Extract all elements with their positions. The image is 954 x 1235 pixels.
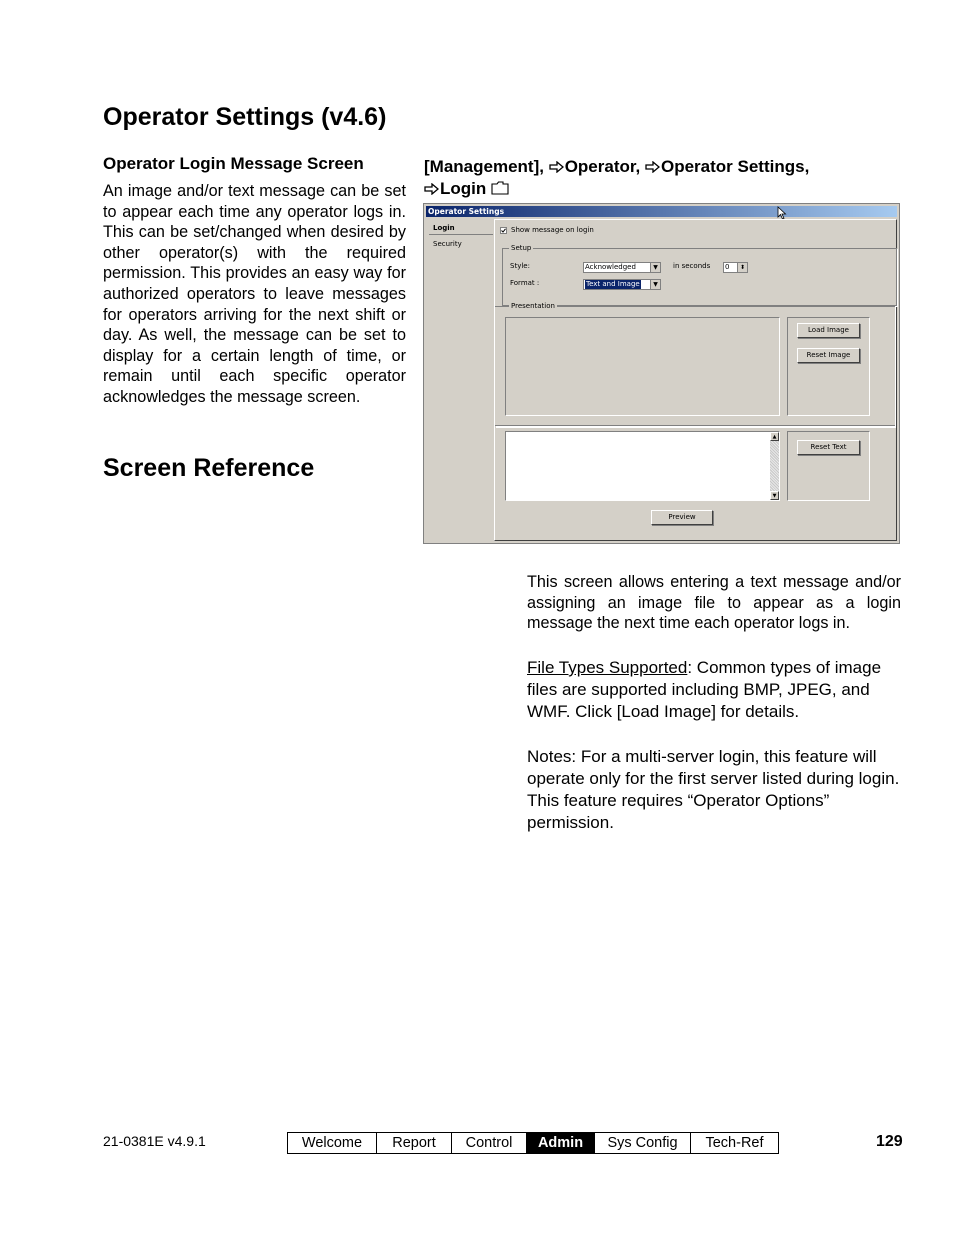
footer-nav-admin[interactable]: Admin bbox=[527, 1133, 595, 1153]
footer-nav-report[interactable]: Report bbox=[377, 1133, 452, 1153]
file-types-text: : Common types of image files are supported including BMP, JPEG, and WMF. Click [Load Image] for details. bbox=[527, 658, 882, 721]
seconds-spinner[interactable] bbox=[723, 262, 748, 273]
format-dropdown[interactable] bbox=[583, 279, 661, 290]
style-label: Style: bbox=[510, 262, 530, 270]
chevron-down-icon[interactable]: ▼ bbox=[650, 263, 660, 272]
file-types-label: File Types Supported bbox=[527, 658, 688, 677]
show-message-checkbox[interactable] bbox=[500, 227, 507, 234]
navigation-path bbox=[424, 156, 864, 200]
nav-path-operator: Operator, bbox=[564, 157, 645, 176]
footer-nav-control[interactable]: Control bbox=[452, 1133, 527, 1153]
mouse-cursor-icon bbox=[777, 206, 787, 220]
format-label: Format : bbox=[510, 279, 540, 287]
settings-tab-list bbox=[427, 219, 495, 541]
image-preview-area[interactable] bbox=[505, 317, 780, 416]
nav-path-login: Login bbox=[440, 179, 487, 198]
reset-image-button[interactable]: Reset Image bbox=[797, 348, 860, 363]
intro-paragraph: An image and/or text message can be set to appear each time any operator logs in. This can be set/changed when desired by other operator(s) with the required permission. This provides an easy way for authorized operators to leave messages for operators arriving for the next shift or day. As well, the message can be set to display for a certain length of time, or remain until each specific operator acknowledges the message screen. bbox=[103, 182, 406, 406]
seconds-label: in seconds bbox=[673, 262, 711, 270]
chevron-down-icon[interactable]: ▼ bbox=[650, 280, 660, 289]
file-types-paragraph bbox=[527, 657, 907, 723]
preview-button[interactable]: Preview bbox=[651, 510, 713, 525]
scroll-up-icon[interactable]: ▲ bbox=[770, 432, 779, 441]
page-number: 129 bbox=[876, 1133, 903, 1150]
page-title: Operator Settings (v4.6) bbox=[103, 103, 387, 131]
window-titlebar[interactable]: Operator Settings bbox=[426, 206, 897, 217]
screen-description: This screen allows entering a text message and/or assigning an image file to appear as a login message the next time each operator logs in. bbox=[527, 573, 901, 633]
load-image-button[interactable]: Load Image bbox=[797, 323, 860, 338]
section-subheading: Operator Login Message Screen bbox=[103, 154, 364, 173]
arrow-right-icon bbox=[549, 161, 564, 173]
folder-icon bbox=[491, 181, 509, 195]
format-dropdown-value: Text and Image bbox=[586, 280, 640, 288]
seconds-value: 0 bbox=[725, 263, 730, 271]
login-tab-panel bbox=[494, 219, 897, 541]
presentation-group-label: Presentation bbox=[511, 302, 555, 310]
text-section-divider bbox=[495, 425, 895, 427]
reset-text-button[interactable]: Reset Text bbox=[797, 440, 860, 455]
setup-group bbox=[502, 244, 897, 306]
show-message-label: Show message on login bbox=[511, 226, 594, 234]
message-text-area[interactable] bbox=[505, 431, 780, 501]
footer-navigation bbox=[287, 1132, 779, 1154]
spinner-arrows-icon[interactable]: ⬍ bbox=[737, 263, 747, 272]
setup-group-label: Setup bbox=[511, 244, 532, 252]
screen-reference-heading: Screen Reference bbox=[103, 454, 315, 482]
tab-login[interactable]: Login bbox=[429, 221, 493, 235]
style-dropdown-value: Acknowledged bbox=[585, 263, 636, 271]
scroll-down-icon[interactable]: ▼ bbox=[770, 491, 779, 500]
nav-path-operator-settings: Operator Settings, bbox=[661, 157, 810, 176]
message-scrollbar[interactable] bbox=[770, 432, 779, 500]
footer-nav-welcome[interactable]: Welcome bbox=[288, 1133, 377, 1153]
arrow-right-icon bbox=[645, 161, 660, 173]
footer-nav-tech-ref[interactable]: Tech-Ref bbox=[705, 1135, 764, 1151]
arrow-right-icon bbox=[424, 183, 439, 195]
nav-path-management: [Management], bbox=[424, 157, 549, 176]
footer-nav-sys-config[interactable]: Sys Config bbox=[595, 1133, 691, 1153]
operator-settings-window bbox=[423, 203, 900, 544]
document-id: 21-0381E v4.9.1 bbox=[103, 1133, 206, 1149]
checkmark-icon bbox=[501, 228, 506, 233]
tab-security[interactable]: Security bbox=[433, 240, 462, 248]
notes-paragraph: Notes: For a multi-server login, this feature will operate only for the first server listed during login. This feature requires “Operator Options” permission. bbox=[527, 747, 900, 832]
style-dropdown[interactable] bbox=[583, 262, 661, 273]
